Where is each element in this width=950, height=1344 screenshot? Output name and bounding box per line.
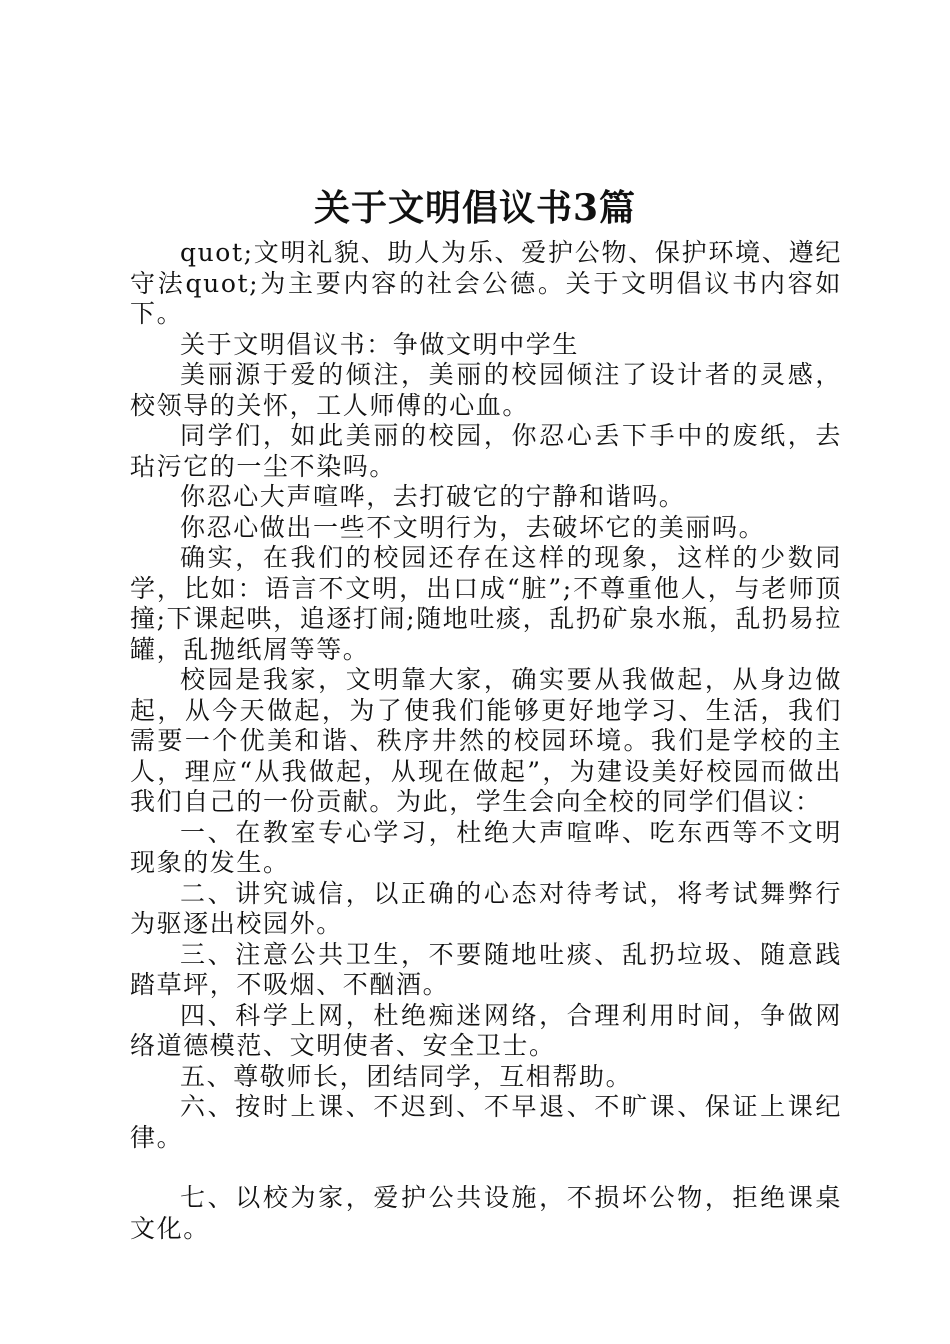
list-item-proposal-3: 三、注意公共卫生，不要随地吐痰、乱扔垃圾、随意践踏草坪，不吸烟、不酗酒。	[130, 939, 842, 999]
paragraph: 你忍心做出一些不文明行为，去破坏它的美丽吗。	[180, 512, 766, 542]
document-body	[130, 238, 842, 1244]
list-item-proposal-4: 四、科学上网，杜绝痴迷网络，合理利用时间，争做网络道德模范、文明使者、安全卫士。	[130, 1000, 842, 1060]
paragraph: 确实，在我们的校园还存在这样的现象，这样的少数同学，比如：语言不文明，出口成“脏”;不尊重他人，与老师顶撞;下课起哄，追逐打闹;随地吐痰，乱扔矿泉水瓶，乱扔易拉罐，乱抛纸屑等等。	[130, 543, 842, 664]
paragraph: 你忍心大声喧哗，去打破它的宁静和谐吗。	[180, 482, 686, 511]
paragraph: 同学们，如此美丽的校园，你忍心丢下手中的废纸，去玷污它的一尘不染吗。	[130, 421, 842, 481]
list-item-proposal-6: 六、按时上课、不迟到、不早退、不旷课、保证上课纪律。	[130, 1092, 842, 1152]
document-title: 关于文明倡议书3篇	[313, 187, 637, 229]
list-item-proposal-5: 五、尊敬师长，团结同学，互相帮助。	[180, 1061, 633, 1091]
list-item-proposal-2: 二、讲究诚信，以正确的心态对待考试，将考试舞弊行为驱逐出校园外。	[130, 878, 842, 938]
paragraph: 校园是我家，文明靠大家，确实要从我做起，从身边做起，从今天做起，为了使我们能够更好地学习、生活，我们需要一个优美和谐、秩序井然的校园环境。我们是学校的主人，理应“从我做起，从现在做起”，为建设美好校园而做出我们自己的一份贡献。为此，学生会向全校的同学们倡议：	[130, 665, 842, 816]
paragraph: 美丽源于爱的倾注，美丽的校园倾注了设计者的灵感，校领导的关怀，工人师傅的心血。	[130, 360, 842, 420]
paragraph-subtitle: 关于文明倡议书：争做文明中学生	[180, 329, 580, 359]
paragraph-intro: quot;文明礼貌、助人为乐、爱护公物、保护环境、遵纪守法quot;为主要内容的社会公德。关于文明倡议书内容如下。	[130, 238, 842, 328]
list-item-proposal-7: 七、以校为家，爱护公共设施，不损坏公物，拒绝课桌文化。	[130, 1183, 842, 1243]
list-item-proposal-1: 一、在教室专心学习，杜绝大声喧哗、吃东西等不文明现象的发生。	[130, 817, 842, 877]
